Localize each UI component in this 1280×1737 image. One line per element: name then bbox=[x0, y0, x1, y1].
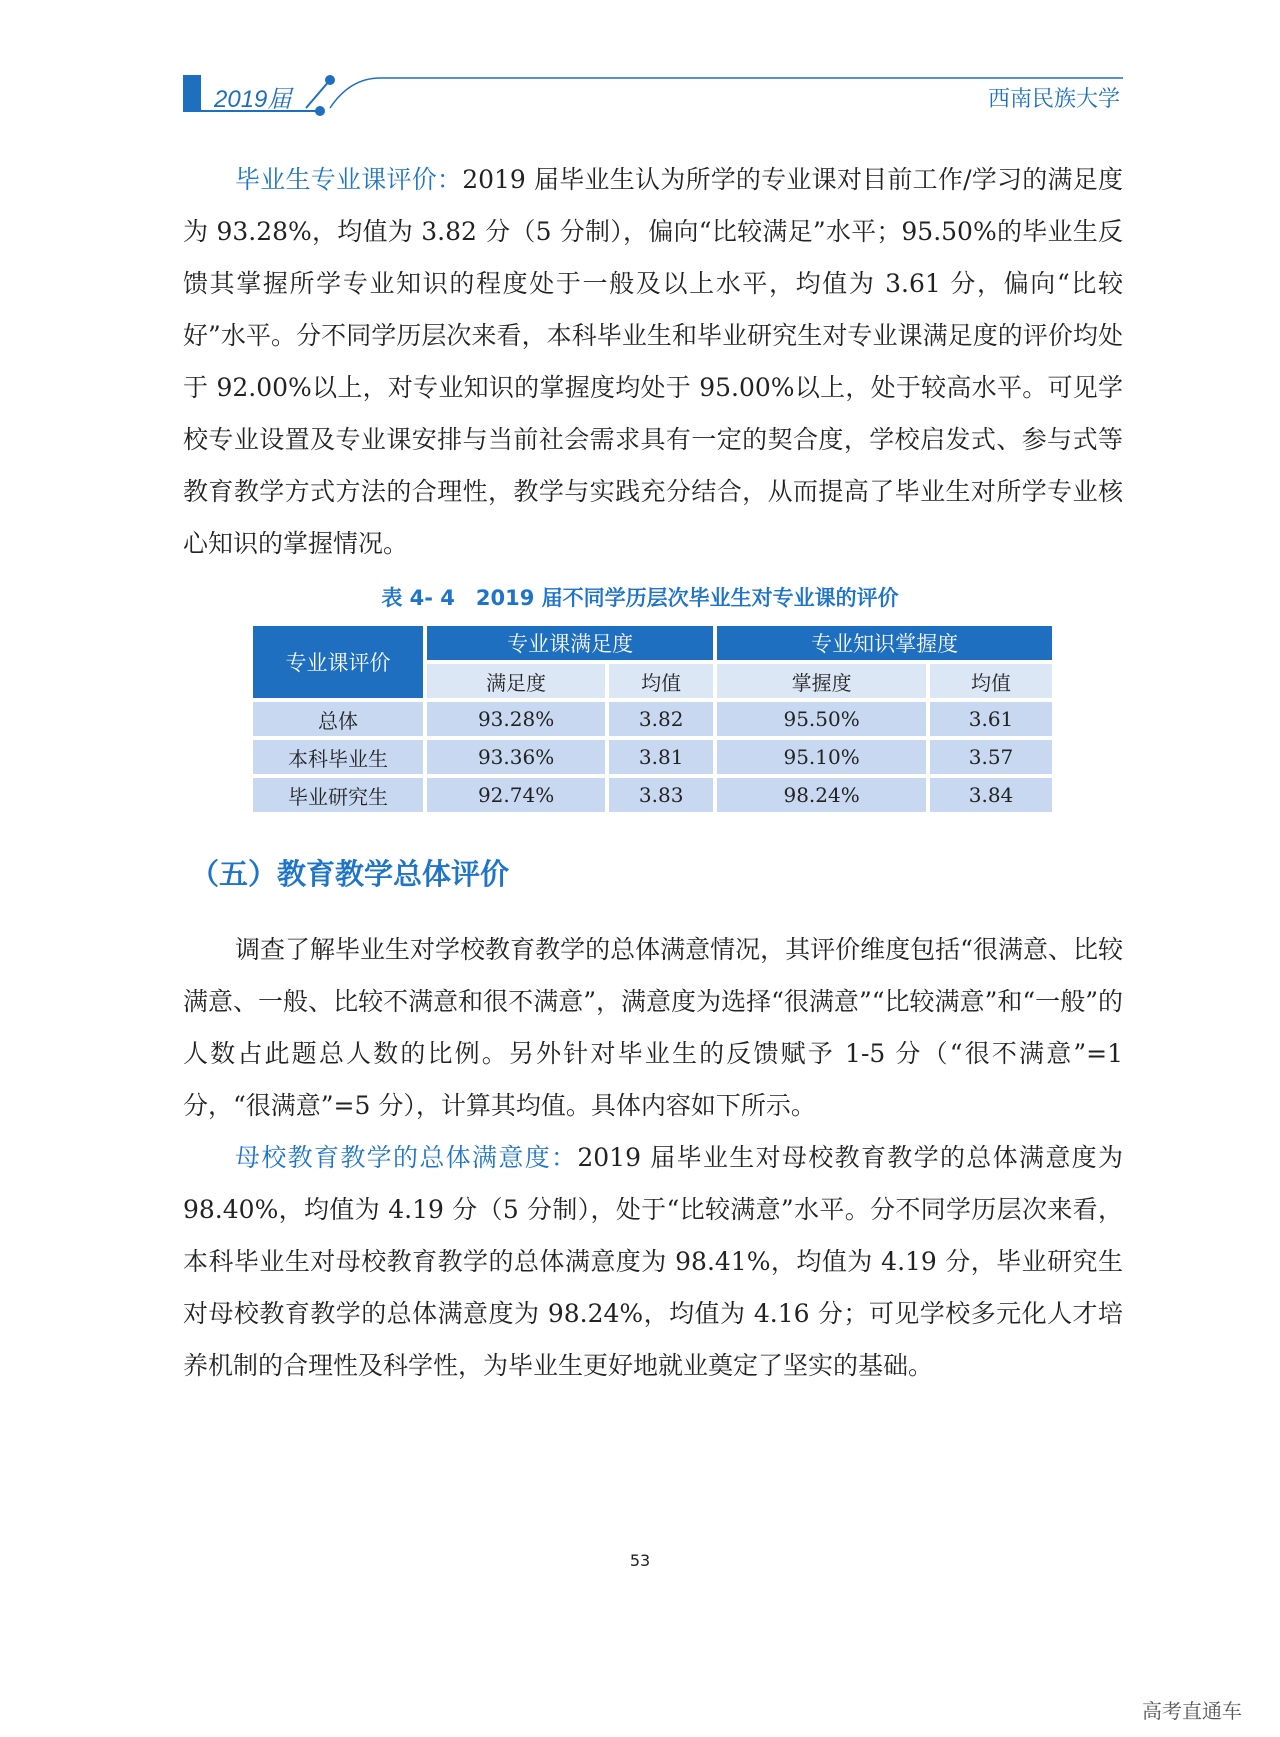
section-title: （五）教育教学总体评价 bbox=[190, 857, 510, 891]
table-cell: 98.24% bbox=[717, 778, 926, 812]
paragraph-text: 调查了解毕业生对学校教育教学的总体满意情况，其评价维度包括“很满意、比较满意、一般、比较不满意和很不满意”，满意度为选择“很满意”“比较满意”和“一般”的人数占此题总人数的比例。另外针对毕业生的反馈赋予 1-5 分（“很不满意”=1 分，“很满意”=5 分），计算其均值。具体内容如下所示。 bbox=[183, 935, 1123, 1120]
table-cell: 92.74% bbox=[427, 778, 605, 812]
table-row bbox=[253, 778, 1052, 812]
table-row-label: 毕业研究生 bbox=[253, 778, 423, 812]
table-subheader: 满足度 bbox=[427, 664, 605, 698]
header-year: 2019届 bbox=[214, 86, 292, 113]
table-cell: 3.61 bbox=[930, 702, 1052, 736]
table-subheader: 掌握度 bbox=[717, 664, 926, 698]
table-cell: 3.81 bbox=[609, 740, 713, 774]
table-corner-header: 专业课评价 bbox=[253, 626, 423, 698]
page-number: 53 bbox=[629, 1551, 651, 1570]
paragraph-text: 2019 届毕业生对母校教育教学的总体满意度为 98.40%，均值为 4.19 分（5 分制），处于“比较满意”水平。分不同学历层次来看，本科毕业生对母校教育教学的总体满意度为 98.41%，均值为 4.19 分，毕业研究生对母校教育教学的总体满意度为 98.24%，均值为 4.16 分；可见学校多元化人才培养机制的合理性及科学性，为毕业生更好地就业奠定了坚实的基础。 bbox=[183, 1143, 1123, 1380]
table-subheader: 均值 bbox=[930, 664, 1052, 698]
table-cell: 93.36% bbox=[427, 740, 605, 774]
table-cell: 3.84 bbox=[930, 778, 1052, 812]
table-row bbox=[253, 702, 1052, 736]
table-cell: 93.28% bbox=[427, 702, 605, 736]
table-row-label: 总体 bbox=[253, 702, 423, 736]
table-cell: 3.82 bbox=[609, 702, 713, 736]
table-caption: 表 4- 4 2019 届不同学历层次毕业生对专业课的评价 bbox=[381, 586, 899, 610]
paragraph-lead: 母校教育教学的总体满意度： bbox=[235, 1143, 578, 1172]
header-school-name: 西南民族大学 bbox=[987, 87, 1120, 112]
table-cell: 95.10% bbox=[717, 740, 926, 774]
table-cell: 3.57 bbox=[930, 740, 1052, 774]
watermark: 高考直通车 bbox=[1142, 1699, 1242, 1723]
paragraph-course-evaluation bbox=[183, 154, 1123, 570]
table-group-header-satisfaction: 专业课满足度 bbox=[427, 626, 713, 660]
evaluation-table bbox=[249, 622, 1056, 816]
paragraph-lead: 毕业生专业课评价： bbox=[235, 165, 463, 194]
table-row bbox=[253, 740, 1052, 774]
paragraph-text: 2019 届毕业生认为所学的专业课对目前工作/学习的满足度为 93.28%，均值为 3.82 分（5 分制），偏向“比较满足”水平；95.50%的毕业生反馈其掌握所学专业知识的程度处于一般及以上水平，均值为 3.61 分，偏向“比较好”水平。分不同学历层次来看，本科毕业生和毕业研究生对专业课满足度的评价均处于 92.00%以上，对专业知识的掌握度均处于 95.00%以上，处于较高水平。可见学校专业设置及专业课安排与当前社会需求具有一定的契合度，学校启发式、参与式等教育教学方式方法的合理性，教学与实践充分结合，从而提高了毕业生对所学专业核心知识的掌握情况。 bbox=[183, 165, 1123, 558]
paragraph-overall-satisfaction bbox=[183, 1132, 1123, 1392]
table-cell: 3.83 bbox=[609, 778, 713, 812]
table-subheader: 均值 bbox=[609, 664, 713, 698]
table-row-label: 本科毕业生 bbox=[253, 740, 423, 774]
table-cell: 95.50% bbox=[717, 702, 926, 736]
paragraph-survey-description bbox=[183, 924, 1123, 1132]
table-group-header-mastery: 专业知识掌握度 bbox=[717, 626, 1052, 660]
